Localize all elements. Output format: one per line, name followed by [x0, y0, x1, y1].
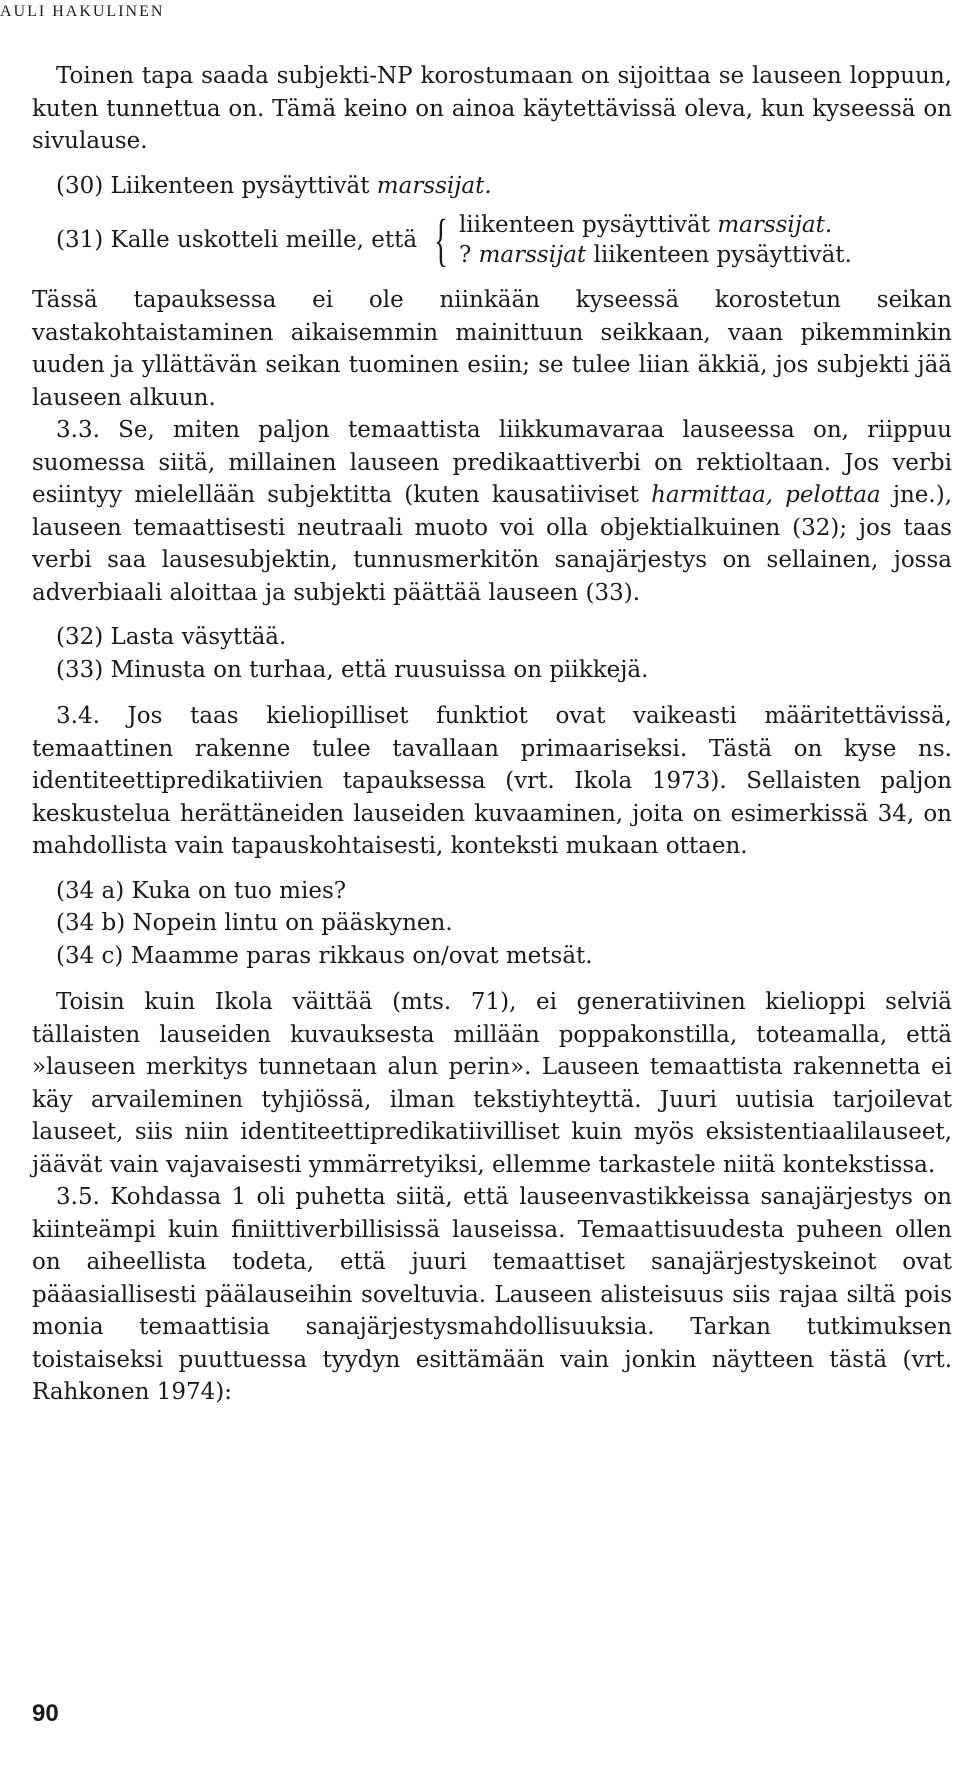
- paragraph-section-3-4: 3.4. Jos taas kieliopilliset funktiot ovat vaikeasti määritettävissä, temaattinen rakenne tulee tavallaan primaariseksi. Tästä on kyse ns. identiteettipredikatiivien tapauksessa (vrt. Ikola 1973). Sellaisten paljon keskustelua herättäneiden lauseiden kuvaaminen, joita on esimerkissä 34, on mahdollista vain tapauskohtaisesti, konteksti mukaan ottaen.: [32, 703, 952, 859]
- example-33: (33) Minusta on turhaa, että ruusuissa on piikkejä.: [56, 656, 649, 683]
- example-32: (32) Lasta väsyttää.: [56, 624, 287, 650]
- example-30: (30) Liikenteen pysäyttivät marssijat.: [56, 172, 492, 199]
- paragraph-subject-np: Toinen tapa saada subjekti-NP korostumaan on sijoittaa se lauseen loppuun, kuten tunnettua on. Tämä keino on ainoa käytettävissä oleva, kun kyseessä on sivulause.: [32, 63, 952, 154]
- page-number: 90: [32, 1700, 59, 1727]
- example-31-alternatives: [459, 210, 852, 270]
- running-head: AULI HAKULINEN: [0, 3, 165, 20]
- example-31-alt-2: ? marssijat liikenteen pysäyttivät.: [458, 242, 852, 268]
- brace-symbol: {: [434, 207, 448, 272]
- example-31: [32, 207, 952, 272]
- paragraph-section-3-3: 3.3. Se, miten paljon temaattista liikkumavaraa lauseessa on, riippuu suomessa siitä, millainen lauseen predikaattiverbi on rektioltaan. Jos verbi esiintyy mielellään subjektitta (kuten kausatiiviset harmittaa, pelottaa jne.), lauseen temaattisesti neutraali muoto voi olla objektialkuinen (32); jos taas verbi saa lausesubjektin, tunnusmerkitön sanajärjestys on sellainen, jossa adverbiaali aloittaa ja subjekti päättää lauseen (33).: [32, 417, 952, 606]
- example-31-lead: (31) Kalle uskotteli meille, että: [56, 226, 418, 253]
- paragraph-toisin-kuin-ikola: Toisin kuin Ikola väittää (mts. 71), ei generatiivinen kielioppi selviä tällaisten lauseiden kuvauksesta millään poppakonstilla, toteamalla, että »lauseen merkitys tunnetaan alun perin». Lauseen temaattista rakennetta ei käy arvaileminen tyhjiössä, ilman tekstiyhteyttä. Juuri uutisia tarjoilevat lauseet, siis niin identiteettipredikatiivilliset kuin myös eksistentiaalilauseet, jäävät vain vajavaisesti ymmärretyiksi, ellemme tarkastele niitä kontekstissa.: [32, 989, 952, 1178]
- example-34c: (34 c) Maamme paras rikkaus on/ovat metsät.: [56, 942, 593, 969]
- page-body: [32, 60, 952, 1409]
- example-34b: (34 b) Nopein lintu on pääskynen.: [56, 910, 453, 936]
- example-34a: (34 a) Kuka on tuo mies?: [56, 877, 347, 904]
- example-31-alt-1: liikenteen pysäyttivät marssijat.: [458, 212, 833, 238]
- paragraph-section-3-5: 3.5. Kohdassa 1 oli puhetta siitä, että lauseenvastikkeissa sanajärjestys on kiinteämpi kuin finiittiverbillisissä lauseissa. Temaattisuudesta puheen ollen on aiheellista todeta, että juuri temaattiset sanajärjestyskeinot ovat pääasiallisesti päälauseihin soveltuvia. Lauseen alisteisuus siis rajaa siltä pois monia temaattisia sanajärjestysmahdollisuuksia. Tarkan tutkimuksen toistaiseksi puuttuessa tyydyn esittämään vain jonkin näytteen tästä (vrt. Rahkonen 1974):: [32, 1184, 952, 1405]
- paragraph-tassa-tapauksessa: Tässä tapauksessa ei ole niinkään kyseessä korostetun seikan vastakohtaistaminen aikaisemmin mainittuun seikkaan, vaan pikemminkin uuden ja yllättävän seikan tuominen esiin; se tulee liian äkkiä, jos subjekti jää lauseen alkuun.: [32, 287, 952, 411]
